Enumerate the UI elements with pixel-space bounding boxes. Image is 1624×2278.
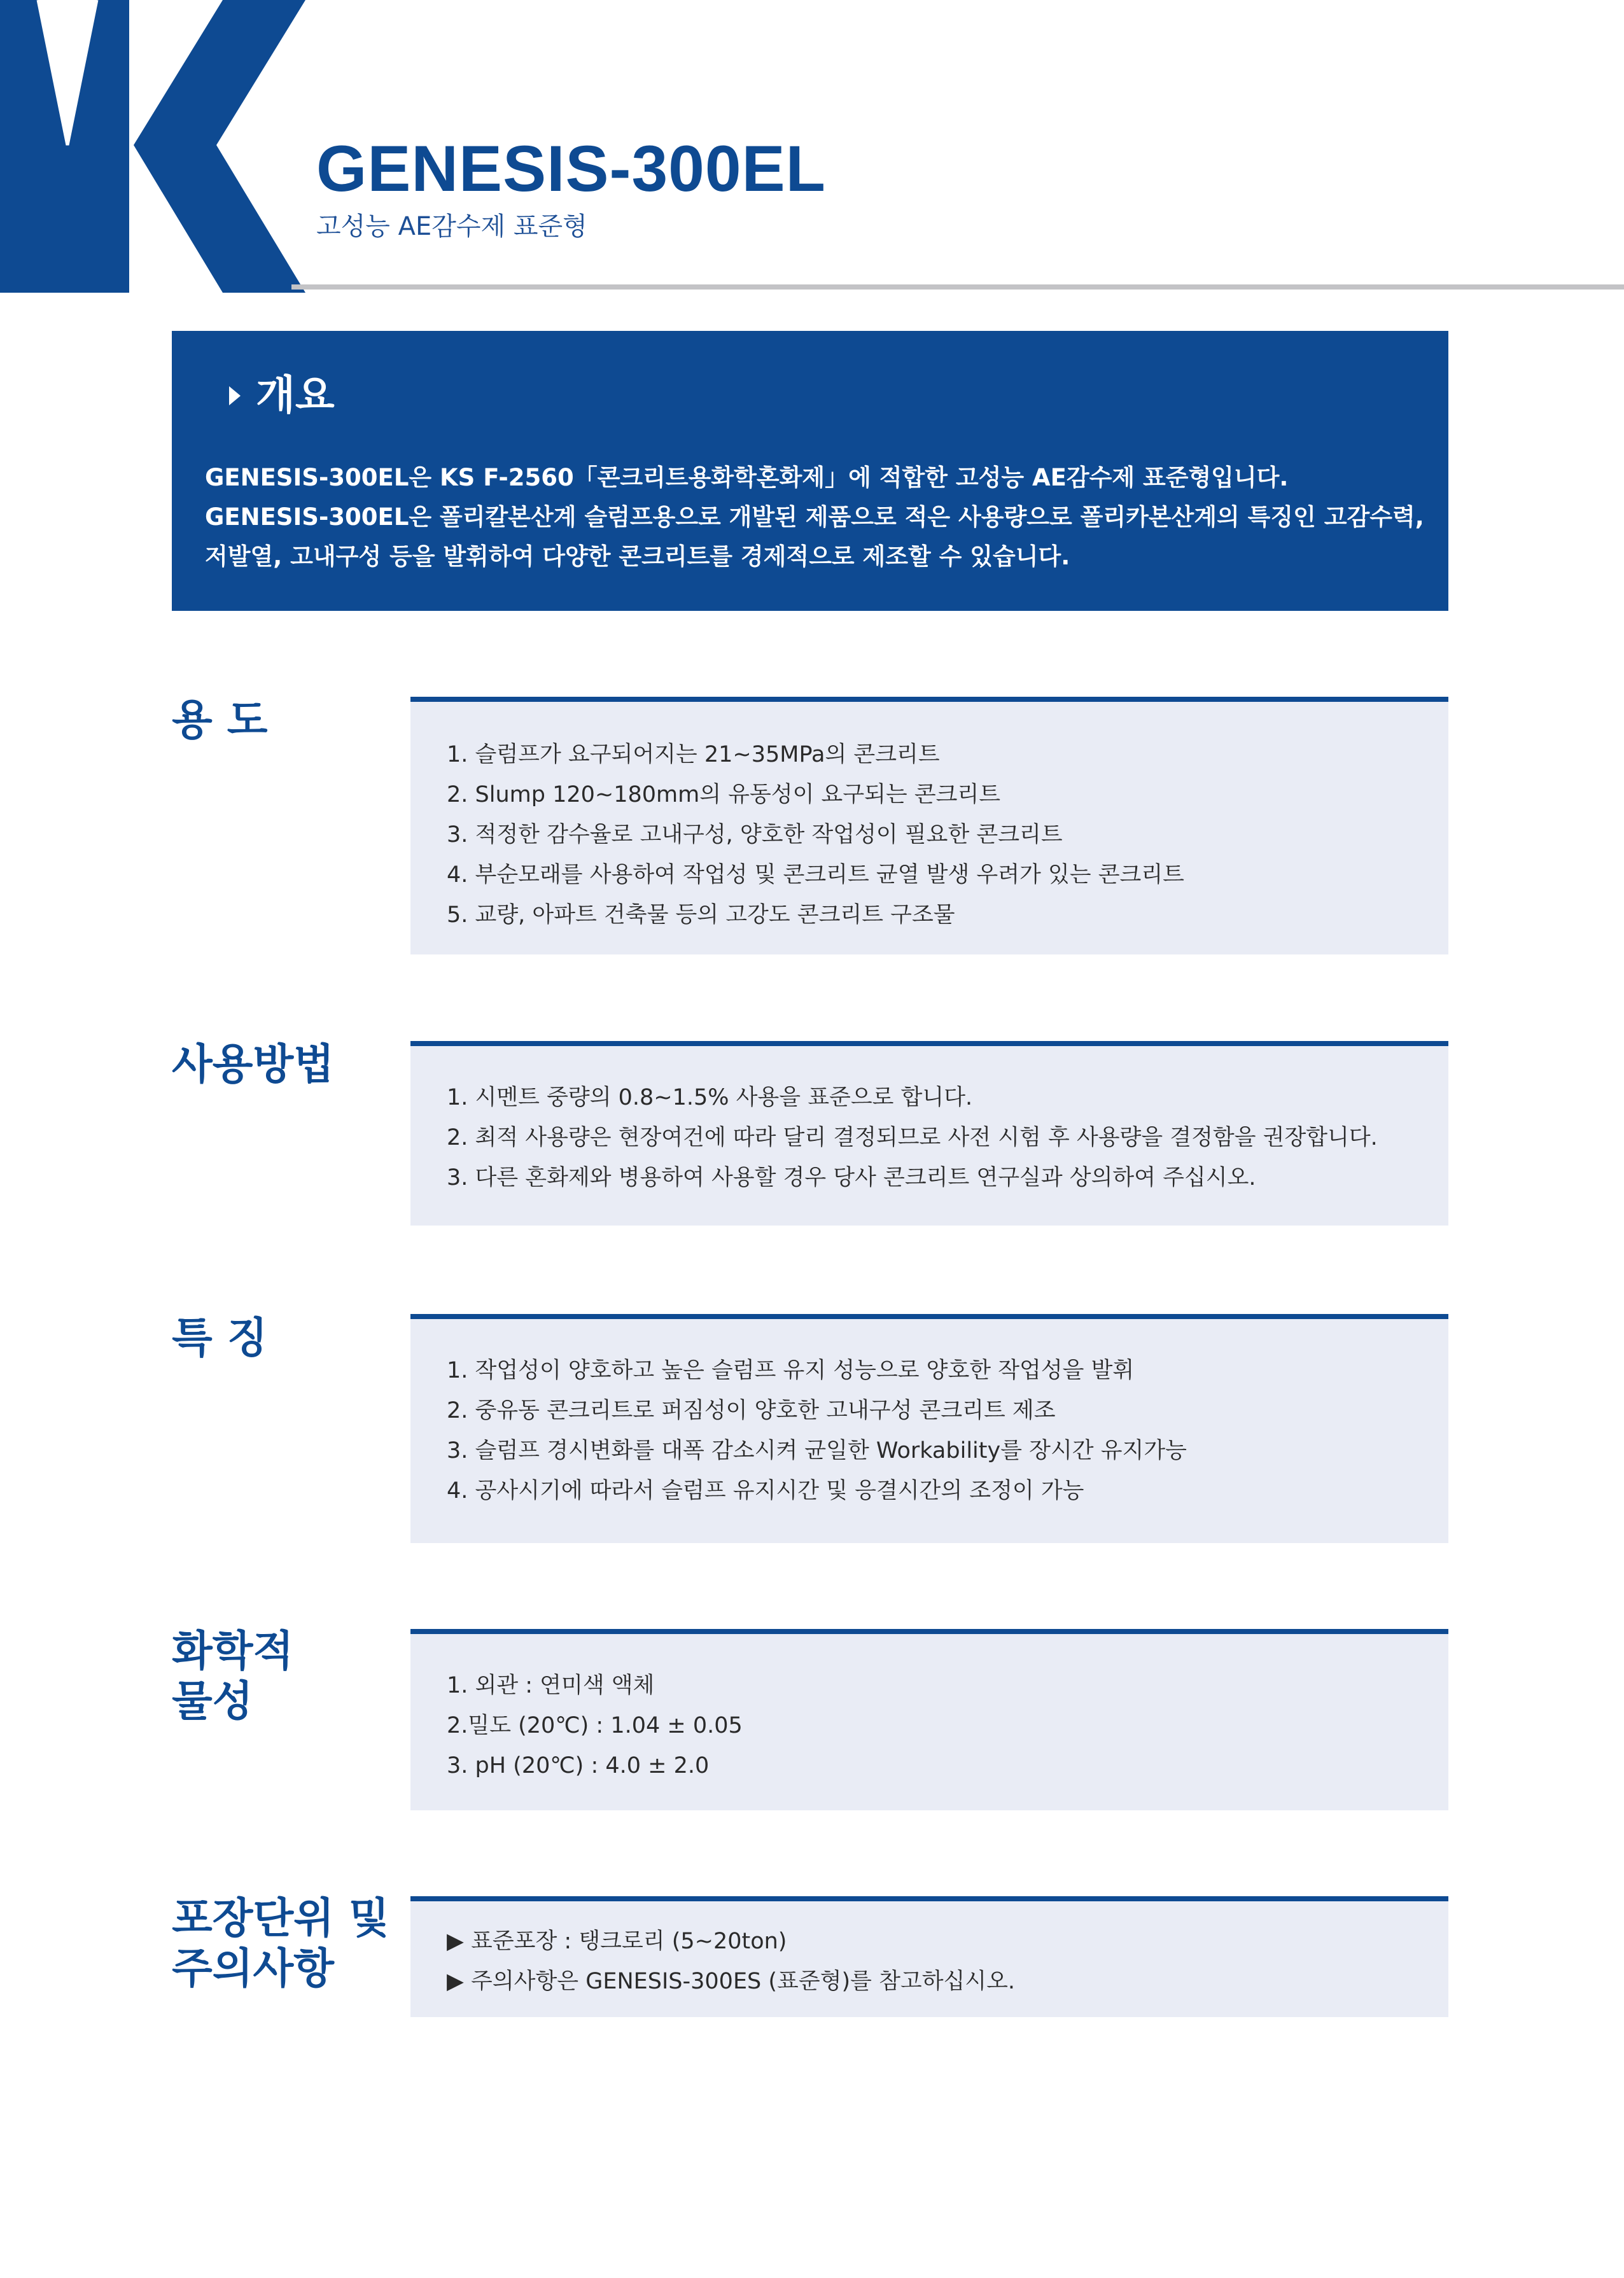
list-item: 1. 외관 : 연미색 액체 — [447, 1673, 655, 1698]
section-label-method: 사용방법 — [172, 1040, 335, 1089]
list-item: 1. 작업성이 양호하고 높은 슬럼프 유지 성능으로 양호한 작업성을 발휘 — [447, 1358, 1135, 1383]
overview-text — [205, 458, 1433, 576]
section-label-line: 주의사항 — [172, 1944, 335, 1994]
section-label-line: 화학적 — [172, 1626, 294, 1675]
list-item: 4. 부순모래를 사용하여 작업성 및 콘크리트 균열 발생 우려가 있는 콘크리트 — [447, 862, 1184, 888]
list-item: 1. 시멘트 중량의 0.8~1.5% 사용을 표준으로 합니다. — [447, 1085, 973, 1110]
overview-line: GENESIS-300EL은 KS F-2560「콘크리트용화학혼화제」에 적합한 고성능 AE감수제 표준형입니다. — [205, 464, 1289, 491]
list-item: 3. 슬럼프 경시변화를 대폭 감소시켜 균일한 Workability를 장시간 유지가능 — [447, 1438, 1187, 1464]
usage-box — [410, 697, 1448, 954]
method-list — [447, 1078, 1378, 1198]
overview-line: GENESIS-300EL은 폴리칼본산계 슬럼프용으로 개발된 제품으로 적은 사용량으로 폴리카본산계의 특징인 고감수력, — [205, 503, 1424, 531]
section-label-usage: 용 도 — [172, 695, 268, 744]
k-logo-icon — [0, 0, 305, 293]
page-title: GENESIS-300EL — [316, 132, 826, 205]
list-item: 4. 공사시기에 따라서 슬럼프 유지시간 및 응결시간의 조정이 가능 — [447, 1478, 1084, 1504]
features-list — [447, 1351, 1187, 1511]
page-subtitle: 고성능 AE감수제 표준형 — [316, 212, 587, 241]
section-label-features: 특 징 — [172, 1313, 268, 1362]
overview-heading — [229, 372, 335, 419]
packaging-box — [410, 1896, 1448, 2017]
section-label-properties — [172, 1626, 293, 1726]
list-item: 3. pH (20℃) : 4.0 ± 2.0 — [447, 1753, 710, 1778]
overview-title: 개요 — [256, 372, 335, 419]
header-divider — [291, 284, 1624, 290]
features-box — [410, 1314, 1448, 1543]
triangle-right-icon — [229, 386, 241, 405]
section-label-line: 물성 — [172, 1677, 253, 1726]
section-label-packaging — [172, 1893, 389, 1994]
list-item: ▶ 주의사항은 GENESIS-300ES (표준형)를 참고하십시오. — [447, 1969, 1016, 1994]
properties-list — [447, 1666, 743, 1786]
list-item: 3. 적정한 감수율로 고내구성, 양호한 작업성이 필요한 콘크리트 — [447, 822, 1063, 848]
list-item: 2. Slump 120~180mm의 유동성이 요구되는 콘크리트 — [447, 782, 1001, 807]
list-item: 3. 다른 혼화제와 병용하여 사용할 경우 당사 콘크리트 연구실과 상의하여 주십시오. — [447, 1165, 1256, 1191]
section-label-line: 포장단위 및 — [172, 1894, 389, 1943]
packaging-list — [447, 1922, 1015, 2002]
list-item: 1. 슬럼프가 요구되어지는 21~35MPa의 콘크리트 — [447, 742, 940, 767]
list-item: ▶ 표준포장 : 탱크로리 (5~20ton) — [447, 1929, 787, 1954]
usage-list — [447, 735, 1184, 935]
list-item: 2. 중유동 콘크리트로 퍼짐성이 양호한 고내구성 콘크리트 제조 — [447, 1398, 1056, 1423]
overview-line: 저발열, 고내구성 등을 발휘하여 다양한 콘크리트를 경제적으로 제조할 수 있습니다. — [205, 543, 1070, 570]
list-item: 5. 교량, 아파트 건축물 등의 고강도 콘크리트 구조물 — [447, 902, 955, 928]
properties-box — [410, 1629, 1448, 1810]
list-item: 2. 최적 사용량은 현장여건에 따라 달리 결정되므로 사전 시험 후 사용량을 결정함을 권장합니다. — [447, 1125, 1378, 1150]
method-box — [410, 1041, 1448, 1226]
list-item: 2.밀도 (20℃) : 1.04 ± 0.05 — [447, 1713, 743, 1738]
overview-panel — [172, 331, 1448, 611]
